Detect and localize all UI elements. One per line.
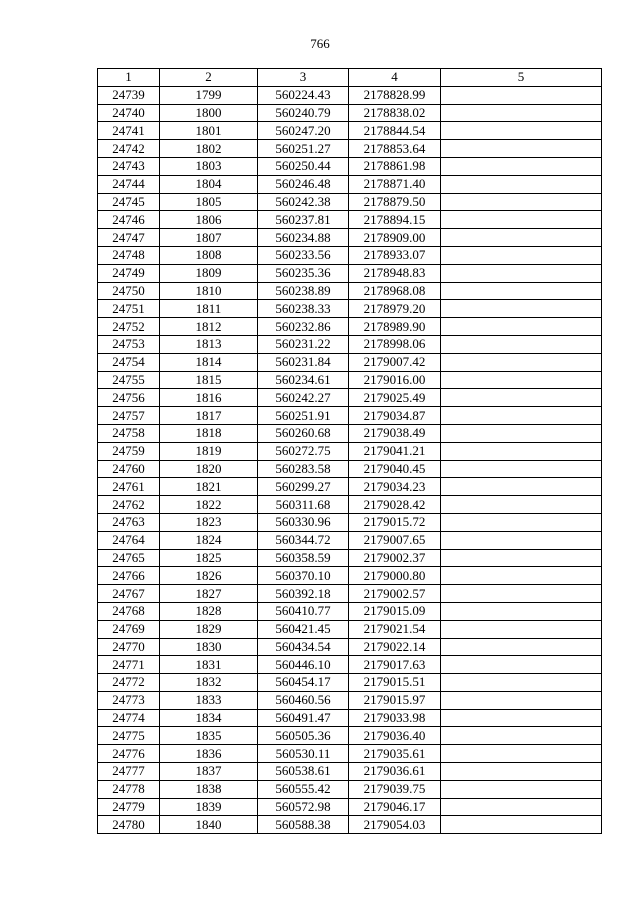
table-cell-col-2: 1804 xyxy=(160,175,258,193)
table-cell-col-2: 1833 xyxy=(160,691,258,709)
table-cell-col-2: 1814 xyxy=(160,353,258,371)
table-row xyxy=(98,798,602,816)
table-cell-col-3: 560234.88 xyxy=(258,229,349,247)
table-cell-col-5 xyxy=(441,602,602,620)
table-cell-col-1: 24752 xyxy=(98,318,160,336)
table-cell-col-4: 2178948.83 xyxy=(349,264,441,282)
table-cell-col-3: 560358.59 xyxy=(258,549,349,567)
table-cell-col-2: 1819 xyxy=(160,442,258,460)
table-cell-col-3: 560247.20 xyxy=(258,122,349,140)
table-cell-col-3: 560235.36 xyxy=(258,264,349,282)
table-cell-col-5 xyxy=(441,157,602,175)
table-cell-col-1: 24779 xyxy=(98,798,160,816)
table-cell-col-4: 2179015.51 xyxy=(349,674,441,692)
table-cell-col-1: 24740 xyxy=(98,104,160,122)
table-cell-col-2: 1801 xyxy=(160,122,258,140)
table-cell-col-1: 24742 xyxy=(98,140,160,158)
table-row xyxy=(98,335,602,353)
table-cell-col-3: 560231.22 xyxy=(258,335,349,353)
table-cell-col-4: 2179016.00 xyxy=(349,371,441,389)
table-row xyxy=(98,86,602,104)
table-row xyxy=(98,460,602,478)
table-cell-col-5 xyxy=(441,567,602,585)
table-cell-col-5 xyxy=(441,353,602,371)
table-cell-col-2: 1827 xyxy=(160,585,258,603)
table-cell-col-4: 2179054.03 xyxy=(349,816,441,834)
column-header-5: 5 xyxy=(441,69,602,87)
table-cell-col-4: 2179028.42 xyxy=(349,496,441,514)
table-cell-col-5 xyxy=(441,638,602,656)
table-cell-col-5 xyxy=(441,709,602,727)
table-cell-col-4: 2179015.97 xyxy=(349,691,441,709)
table-cell-col-4: 2179046.17 xyxy=(349,798,441,816)
table-row xyxy=(98,816,602,834)
table-row xyxy=(98,620,602,638)
table-row xyxy=(98,763,602,781)
table-cell-col-5 xyxy=(441,816,602,834)
table-cell-col-2: 1829 xyxy=(160,620,258,638)
table-cell-col-1: 24757 xyxy=(98,407,160,425)
table-cell-col-4: 2178853.64 xyxy=(349,140,441,158)
column-header-1: 1 xyxy=(98,69,160,87)
table-cell-col-3: 560555.42 xyxy=(258,780,349,798)
table-cell-col-3: 560344.72 xyxy=(258,531,349,549)
table-cell-col-5 xyxy=(441,496,602,514)
table-row xyxy=(98,104,602,122)
table-cell-col-3: 560251.91 xyxy=(258,407,349,425)
table-cell-col-5 xyxy=(441,442,602,460)
table-cell-col-3: 560330.96 xyxy=(258,513,349,531)
table-row xyxy=(98,745,602,763)
table-cell-col-5 xyxy=(441,585,602,603)
table-cell-col-3: 560231.84 xyxy=(258,353,349,371)
table-cell-col-2: 1811 xyxy=(160,300,258,318)
column-header-2: 2 xyxy=(160,69,258,87)
table-cell-col-2: 1839 xyxy=(160,798,258,816)
table-cell-col-5 xyxy=(441,763,602,781)
table-cell-col-5 xyxy=(441,798,602,816)
table-cell-col-5 xyxy=(441,407,602,425)
table-cell-col-5 xyxy=(441,104,602,122)
table-cell-col-4: 2178909.00 xyxy=(349,229,441,247)
table-cell-col-1: 24755 xyxy=(98,371,160,389)
table-row xyxy=(98,674,602,692)
table-cell-col-3: 560434.54 xyxy=(258,638,349,656)
table-cell-col-2: 1835 xyxy=(160,727,258,745)
table-cell-col-4: 2178828.99 xyxy=(349,86,441,104)
table-cell-col-3: 560224.43 xyxy=(258,86,349,104)
table-cell-col-4: 2179022.14 xyxy=(349,638,441,656)
table-cell-col-4: 2179007.42 xyxy=(349,353,441,371)
table-cell-col-3: 560246.48 xyxy=(258,175,349,193)
table-cell-col-5 xyxy=(441,211,602,229)
table-cell-col-1: 24777 xyxy=(98,763,160,781)
table-row xyxy=(98,780,602,798)
table-cell-col-4: 2178871.40 xyxy=(349,175,441,193)
table-cell-col-1: 24762 xyxy=(98,496,160,514)
table-cell-col-3: 560410.77 xyxy=(258,602,349,620)
table-row xyxy=(98,656,602,674)
table-cell-col-4: 2178838.02 xyxy=(349,104,441,122)
table-row xyxy=(98,513,602,531)
table-cell-col-2: 1813 xyxy=(160,335,258,353)
table-cell-col-2: 1818 xyxy=(160,424,258,442)
table-row xyxy=(98,496,602,514)
table-cell-col-1: 24743 xyxy=(98,157,160,175)
table-cell-col-1: 24751 xyxy=(98,300,160,318)
table-cell-col-1: 24776 xyxy=(98,745,160,763)
table-row xyxy=(98,585,602,603)
table-row xyxy=(98,211,602,229)
table-row xyxy=(98,318,602,336)
table-cell-col-2: 1821 xyxy=(160,478,258,496)
table-cell-col-1: 24760 xyxy=(98,460,160,478)
table-cell-col-4: 2179035.61 xyxy=(349,745,441,763)
table-cell-col-3: 560238.89 xyxy=(258,282,349,300)
table-cell-col-2: 1824 xyxy=(160,531,258,549)
table-row xyxy=(98,353,602,371)
table-cell-col-3: 560238.33 xyxy=(258,300,349,318)
table-cell-col-3: 560460.56 xyxy=(258,691,349,709)
table-cell-col-3: 560240.79 xyxy=(258,104,349,122)
table-cell-col-5 xyxy=(441,122,602,140)
table-row xyxy=(98,424,602,442)
table-cell-col-5 xyxy=(441,691,602,709)
table-cell-col-3: 560392.18 xyxy=(258,585,349,603)
table-cell-col-1: 24761 xyxy=(98,478,160,496)
table-cell-col-5 xyxy=(441,371,602,389)
table-cell-col-3: 560237.81 xyxy=(258,211,349,229)
table-cell-col-5 xyxy=(441,656,602,674)
table-cell-col-4: 2178933.07 xyxy=(349,246,441,264)
table-cell-col-5 xyxy=(441,264,602,282)
table-cell-col-1: 24772 xyxy=(98,674,160,692)
table-cell-col-2: 1822 xyxy=(160,496,258,514)
table-cell-col-1: 24780 xyxy=(98,816,160,834)
table-cell-col-1: 24747 xyxy=(98,229,160,247)
table-cell-col-1: 24754 xyxy=(98,353,160,371)
table-cell-col-4: 2178979.20 xyxy=(349,300,441,318)
table-cell-col-2: 1799 xyxy=(160,86,258,104)
table-cell-col-4: 2179007.65 xyxy=(349,531,441,549)
table-cell-col-2: 1826 xyxy=(160,567,258,585)
table-cell-col-1: 24778 xyxy=(98,780,160,798)
table-cell-col-3: 560446.10 xyxy=(258,656,349,674)
table-cell-col-5 xyxy=(441,140,602,158)
table-cell-col-3: 560370.10 xyxy=(258,567,349,585)
table-cell-col-5 xyxy=(441,424,602,442)
table-cell-col-1: 24753 xyxy=(98,335,160,353)
table-cell-col-2: 1807 xyxy=(160,229,258,247)
header-row xyxy=(98,69,602,87)
table-cell-col-3: 560234.61 xyxy=(258,371,349,389)
table-cell-col-2: 1810 xyxy=(160,282,258,300)
table-cell-col-5 xyxy=(441,620,602,638)
table-cell-col-4: 2179002.57 xyxy=(349,585,441,603)
table-cell-col-2: 1836 xyxy=(160,745,258,763)
table-cell-col-5 xyxy=(441,282,602,300)
table-row xyxy=(98,727,602,745)
table-row xyxy=(98,371,602,389)
table-cell-col-5 xyxy=(441,86,602,104)
table-cell-col-1: 24763 xyxy=(98,513,160,531)
table-row xyxy=(98,229,602,247)
table-cell-col-4: 2179002.37 xyxy=(349,549,441,567)
table-cell-col-1: 24774 xyxy=(98,709,160,727)
table-body xyxy=(98,86,602,833)
table-cell-col-2: 1803 xyxy=(160,157,258,175)
table-cell-col-4: 2179015.09 xyxy=(349,602,441,620)
table-cell-col-2: 1825 xyxy=(160,549,258,567)
table-cell-col-4: 2179017.63 xyxy=(349,656,441,674)
coordinates-table xyxy=(97,68,602,834)
table-cell-col-4: 2179034.87 xyxy=(349,407,441,425)
table-cell-col-3: 560299.27 xyxy=(258,478,349,496)
table-row xyxy=(98,691,602,709)
column-header-4: 4 xyxy=(349,69,441,87)
table-cell-col-2: 1816 xyxy=(160,389,258,407)
table-cell-col-1: 24771 xyxy=(98,656,160,674)
table-row xyxy=(98,140,602,158)
table-cell-col-1: 24775 xyxy=(98,727,160,745)
table-cell-col-1: 24769 xyxy=(98,620,160,638)
table-cell-col-5 xyxy=(441,478,602,496)
table-cell-col-1: 24765 xyxy=(98,549,160,567)
table-cell-col-4: 2179025.49 xyxy=(349,389,441,407)
table-cell-col-2: 1815 xyxy=(160,371,258,389)
table-cell-col-2: 1828 xyxy=(160,602,258,620)
table-row xyxy=(98,246,602,264)
table-cell-col-1: 24758 xyxy=(98,424,160,442)
table-cell-col-1: 24756 xyxy=(98,389,160,407)
table-row xyxy=(98,193,602,211)
table-cell-col-1: 24767 xyxy=(98,585,160,603)
table-row xyxy=(98,300,602,318)
table-cell-col-4: 2179015.72 xyxy=(349,513,441,531)
table-cell-col-1: 24759 xyxy=(98,442,160,460)
table-row xyxy=(98,549,602,567)
table-cell-col-3: 560572.98 xyxy=(258,798,349,816)
table-cell-col-1: 24768 xyxy=(98,602,160,620)
table-cell-col-2: 1830 xyxy=(160,638,258,656)
table-cell-col-4: 2178844.54 xyxy=(349,122,441,140)
table-cell-col-1: 24764 xyxy=(98,531,160,549)
table-cell-col-3: 560233.56 xyxy=(258,246,349,264)
table-cell-col-5 xyxy=(441,335,602,353)
table-cell-col-2: 1838 xyxy=(160,780,258,798)
table-cell-col-3: 560242.38 xyxy=(258,193,349,211)
table-cell-col-5 xyxy=(441,175,602,193)
table-cell-col-1: 24746 xyxy=(98,211,160,229)
table-cell-col-2: 1806 xyxy=(160,211,258,229)
table-cell-col-5 xyxy=(441,193,602,211)
table-cell-col-5 xyxy=(441,460,602,478)
table-row xyxy=(98,567,602,585)
table-cell-col-5 xyxy=(441,674,602,692)
table-cell-col-3: 560505.36 xyxy=(258,727,349,745)
table-cell-col-4: 2179000.80 xyxy=(349,567,441,585)
table-cell-col-3: 560421.45 xyxy=(258,620,349,638)
table-cell-col-4: 2179040.45 xyxy=(349,460,441,478)
table-cell-col-4: 2178861.98 xyxy=(349,157,441,175)
table-row xyxy=(98,282,602,300)
table-cell-col-4: 2178879.50 xyxy=(349,193,441,211)
table-cell-col-4: 2179041.21 xyxy=(349,442,441,460)
table-cell-col-3: 560311.68 xyxy=(258,496,349,514)
table-cell-col-5 xyxy=(441,745,602,763)
table-row xyxy=(98,407,602,425)
table-cell-col-1: 24748 xyxy=(98,246,160,264)
table-row xyxy=(98,638,602,656)
table-cell-col-1: 24773 xyxy=(98,691,160,709)
table-row xyxy=(98,531,602,549)
table-cell-col-3: 560250.44 xyxy=(258,157,349,175)
table-cell-col-3: 560283.58 xyxy=(258,460,349,478)
table-cell-col-5 xyxy=(441,300,602,318)
table-row xyxy=(98,442,602,460)
table-cell-col-1: 24766 xyxy=(98,567,160,585)
table-cell-col-2: 1832 xyxy=(160,674,258,692)
table-cell-col-1: 24745 xyxy=(98,193,160,211)
table-cell-col-5 xyxy=(441,531,602,549)
table-cell-col-2: 1809 xyxy=(160,264,258,282)
table-cell-col-4: 2178894.15 xyxy=(349,211,441,229)
table-cell-col-1: 24750 xyxy=(98,282,160,300)
table-row xyxy=(98,264,602,282)
table-cell-col-2: 1802 xyxy=(160,140,258,158)
table-cell-col-4: 2179038.49 xyxy=(349,424,441,442)
table-cell-col-4: 2179033.98 xyxy=(349,709,441,727)
table-cell-col-3: 560588.38 xyxy=(258,816,349,834)
table-cell-col-1: 24744 xyxy=(98,175,160,193)
page-number: 766 xyxy=(310,36,330,51)
table-cell-col-3: 560454.17 xyxy=(258,674,349,692)
table-cell-col-1: 24770 xyxy=(98,638,160,656)
table-cell-col-4: 2179021.54 xyxy=(349,620,441,638)
table-cell-col-1: 24749 xyxy=(98,264,160,282)
table-cell-col-2: 1817 xyxy=(160,407,258,425)
table-cell-col-3: 560491.47 xyxy=(258,709,349,727)
table-cell-col-5 xyxy=(441,318,602,336)
table-cell-col-5 xyxy=(441,246,602,264)
table-cell-col-3: 560538.61 xyxy=(258,763,349,781)
table-cell-col-3: 560530.11 xyxy=(258,745,349,763)
table-cell-col-5 xyxy=(441,780,602,798)
table-row xyxy=(98,478,602,496)
table-cell-col-2: 1837 xyxy=(160,763,258,781)
table-cell-col-4: 2178968.08 xyxy=(349,282,441,300)
table-cell-col-2: 1831 xyxy=(160,656,258,674)
table-cell-col-4: 2179039.75 xyxy=(349,780,441,798)
table-row xyxy=(98,175,602,193)
table-cell-col-5 xyxy=(441,513,602,531)
table-cell-col-2: 1834 xyxy=(160,709,258,727)
table-cell-col-3: 560251.27 xyxy=(258,140,349,158)
column-header-3: 3 xyxy=(258,69,349,87)
table-cell-col-3: 560232.86 xyxy=(258,318,349,336)
table-row xyxy=(98,709,602,727)
table-cell-col-2: 1800 xyxy=(160,104,258,122)
table-row xyxy=(98,389,602,407)
table-row xyxy=(98,602,602,620)
table-cell-col-2: 1808 xyxy=(160,246,258,264)
table-cell-col-2: 1823 xyxy=(160,513,258,531)
table-cell-col-4: 2179034.23 xyxy=(349,478,441,496)
table-cell-col-2: 1820 xyxy=(160,460,258,478)
table-cell-col-3: 560272.75 xyxy=(258,442,349,460)
table-cell-col-1: 24741 xyxy=(98,122,160,140)
table-row xyxy=(98,122,602,140)
table-cell-col-2: 1805 xyxy=(160,193,258,211)
table-cell-col-2: 1812 xyxy=(160,318,258,336)
table-cell-col-4: 2178989.90 xyxy=(349,318,441,336)
table-cell-col-5 xyxy=(441,229,602,247)
table-cell-col-3: 560260.68 xyxy=(258,424,349,442)
table-cell-col-1: 24739 xyxy=(98,86,160,104)
table-cell-col-5 xyxy=(441,389,602,407)
table-cell-col-4: 2178998.06 xyxy=(349,335,441,353)
table-cell-col-2: 1840 xyxy=(160,816,258,834)
table-cell-col-4: 2179036.40 xyxy=(349,727,441,745)
table-cell-col-3: 560242.27 xyxy=(258,389,349,407)
table-cell-col-4: 2179036.61 xyxy=(349,763,441,781)
table-cell-col-5 xyxy=(441,727,602,745)
table-cell-col-5 xyxy=(441,549,602,567)
table-row xyxy=(98,157,602,175)
